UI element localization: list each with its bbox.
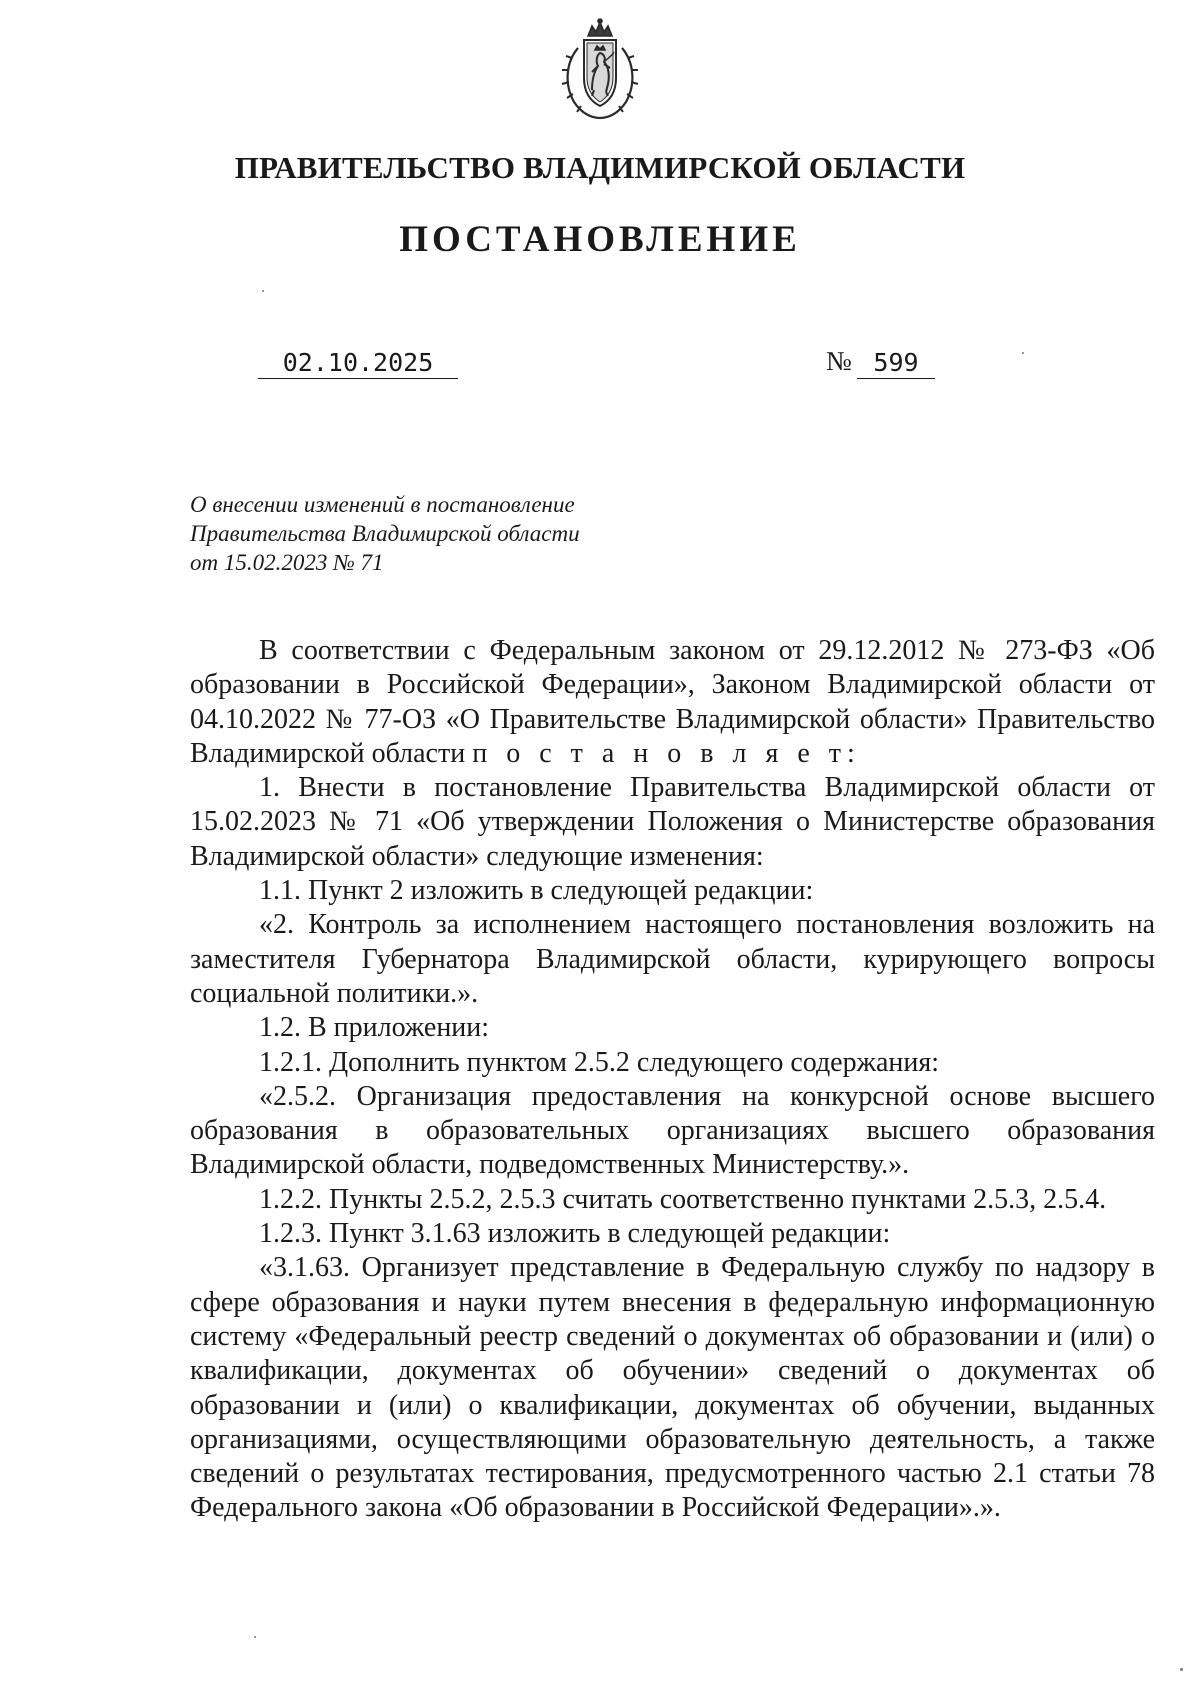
subject-line: Правительства Владимирской области <box>190 521 580 546</box>
clause-paragraph: 1.2.1. Дополнить пунктом 2.5.2 следующего содержания: <box>259 1046 940 1078</box>
document-number: 599 <box>873 348 919 377</box>
clause-paragraph: 1.1. Пункт 2 изложить в следующей редакции: <box>259 875 814 907</box>
clause-paragraph: «3.1.63. Организует представление в Федеральную службу по надзору в сфере образования и науки путем внесения в федеральную информационную систему «Федеральный реестр сведений о документах об образовании и (или) о квалификации, документах об обучении» сведений о документах об образовании и (или) о квалификации, документах об обучении, выданных организациями, осуществляющими образовательную деятельность, а также сведений о результатах тестирования, предусмотренного частью 2.1 статьи 78 Федерального закона «Об образовании в Российской Федерации».». <box>190 1252 1155 1524</box>
clause-paragraph: 1. Внести в постановление Правительства Владимирской области от 15.02.2023 № 71 «Об утверждении Положения о Министерстве образования Владимирской области» следующие изменения: <box>190 772 1155 872</box>
scan-speck <box>254 1636 256 1638</box>
issuing-authority: ПРАВИТЕЛЬСТВО ВЛАДИМИРСКОЙ ОБЛАСТИ <box>234 150 966 185</box>
document-type-title: ПОСТАНОВЛЕНИЕ <box>399 219 801 260</box>
number-sign: № <box>826 346 852 376</box>
scan-speck <box>262 290 264 292</box>
clause-paragraph: 1.2.2. Пункты 2.5.2, 2.5.3 считать соответственно пунктами 2.5.3, 2.5.4. <box>259 1183 1107 1215</box>
date-underline <box>258 378 458 379</box>
clause-paragraph: 1.2.3. Пункт 3.1.63 изложить в следующей редакции: <box>259 1218 891 1250</box>
subject-line: от 15.02.2023 № 71 <box>190 550 384 575</box>
document-subject <box>190 490 710 577</box>
preamble-paragraph <box>190 634 1155 771</box>
decree-word: п о с т а н о в л я е т: <box>472 737 861 769</box>
subject-line: О внесении изменений в постановление <box>190 492 575 517</box>
coat-of-arms-icon <box>548 18 652 122</box>
preamble-text: В соответствии с Федеральным законом от 29.12.2012 № 273-ФЗ «Об образовании в Российской Федерации», Законом Владимирской области от 04.10.2022 № 77-ОЗ «О Правительстве Владимирской области» Правительство Владимирской области <box>190 635 1155 769</box>
clause-paragraph: «2.5.2. Организация предоставления на конкурсной основе высшего образования в образовательных организациях высшего образования Владимирской области, подведомственных Министерству.». <box>190 1080 1155 1181</box>
document-date: 02.10.2025 <box>282 348 434 377</box>
scan-speck <box>1180 1668 1183 1671</box>
scan-speck <box>1022 352 1024 354</box>
number-underline <box>857 378 935 379</box>
document-body <box>190 634 1155 1526</box>
clause-paragraph: 1.2. В приложении: <box>259 1012 490 1044</box>
clause-paragraph: «2. Контроль за исполнением настоящего постановления возложить на заместителя Губернатора Владимирской области, курирующего вопросы социальной политики.». <box>190 909 1155 1009</box>
